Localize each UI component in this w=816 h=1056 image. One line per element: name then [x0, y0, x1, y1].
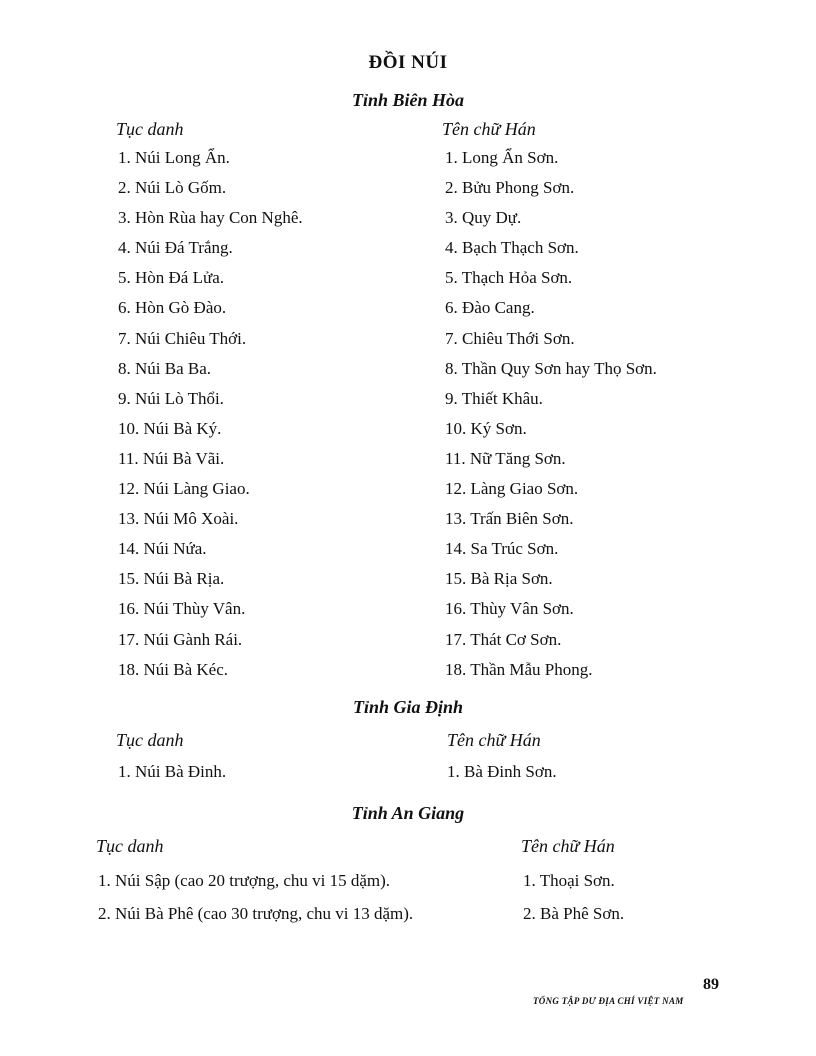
- list-item: 6. Hòn Gò Đào.: [118, 298, 227, 318]
- list-item: 18. Thần Mẫu Phong.: [445, 659, 593, 679]
- list-item: 4. Bạch Thạch Sơn.: [445, 238, 579, 258]
- column-header-ten-chu-han: Tên chữ Hán: [442, 119, 536, 139]
- list-item: 1. Núi Bà Đinh.: [118, 762, 227, 781]
- list-item: 1. Long Ẩn Sơn.: [445, 148, 559, 167]
- page-title: ĐỒI NÚI: [368, 52, 448, 73]
- column-header-tuc-danh: Tục danh: [116, 119, 184, 139]
- list-item: 8. Núi Ba Ba.: [118, 358, 212, 378]
- list-item: 11. Núi Bà Vãi.: [118, 448, 225, 468]
- list-item: 9. Thiết Khâu.: [445, 388, 543, 408]
- list-item: 2. Bà Phê Sơn.: [523, 904, 625, 923]
- list-item: 2. Bửu Phong Sơn.: [445, 178, 575, 198]
- list-item: 5. Hòn Đá Lửa.: [118, 268, 224, 288]
- list-item: 17. Thát Cơ Sơn.: [445, 629, 562, 649]
- list-item: 2. Núi Bà Phê (cao 30 trượng, chu vi 13 dặm).: [98, 904, 414, 923]
- list-item: 15. Núi Bà Rịa.: [118, 569, 225, 589]
- list-tuc-danh-an-giang: [98, 864, 413, 930]
- list-ten-chu-han-an-giang: [523, 864, 624, 930]
- column-header-tuc-danh: Tục danh: [96, 836, 164, 856]
- column-header-ten-chu-han: Tên chữ Hán: [447, 730, 541, 750]
- list-item: 10. Núi Bà Ký.: [118, 418, 222, 438]
- section-title-an-giang: Tỉnh An Giang: [351, 803, 465, 823]
- list-item: 3. Quy Dự.: [445, 208, 522, 228]
- list-item: 17. Núi Gành Rái.: [118, 629, 243, 649]
- column-header-ten-chu-han: Tên chữ Hán: [521, 836, 615, 856]
- list-item: 12. Làng Giao Sơn.: [445, 479, 579, 499]
- page-number: 89: [703, 976, 719, 993]
- list-item: 13. Núi Mô Xoài.: [118, 509, 239, 529]
- list-item: 5. Thạch Hỏa Sơn.: [445, 268, 573, 288]
- list-item: 3. Hòn Rùa hay Con Nghê.: [118, 208, 303, 228]
- list-tuc-danh-bien-hoa: [118, 143, 303, 685]
- list-item: 11. Nữ Tăng Sơn.: [445, 448, 566, 468]
- list-ten-chu-han-gia-dinh: [447, 757, 557, 787]
- list-item: 14. Sa Trúc Sơn.: [445, 539, 559, 559]
- list-item: 8. Thần Quy Sơn hay Thọ Sơn.: [445, 358, 657, 378]
- list-item: 9. Núi Lò Thổi.: [118, 388, 224, 408]
- list-item: 18. Núi Bà Kéc.: [118, 659, 229, 679]
- list-item: 2. Núi Lò Gốm.: [118, 178, 227, 198]
- section-title-gia-dinh: Tỉnh Gia Định: [352, 697, 464, 717]
- section-title-bien-hoa: Tỉnh Biên Hòa: [351, 90, 465, 110]
- list-ten-chu-han-bien-hoa: [445, 143, 657, 685]
- list-item: 16. Thùy Vân Sơn.: [445, 599, 574, 619]
- list-item: 1. Bà Đinh Sơn.: [447, 762, 557, 781]
- list-item: 1. Thoại Sơn.: [523, 871, 615, 890]
- list-item: 15. Bà Rịa Sơn.: [445, 569, 553, 589]
- list-item: 6. Đào Cang.: [445, 298, 535, 318]
- list-tuc-danh-gia-dinh: [118, 757, 226, 787]
- list-item: 4. Núi Đá Trắng.: [118, 238, 233, 258]
- list-item: 1. Núi Long Ẩn.: [118, 148, 230, 167]
- list-item: 7. Núi Chiêu Thới.: [118, 328, 247, 348]
- list-item: 12. Núi Làng Giao.: [118, 479, 250, 499]
- list-item: 7. Chiêu Thới Sơn.: [445, 328, 575, 348]
- list-item: 1. Núi Sập (cao 20 trượng, chu vi 15 dặm).: [98, 871, 391, 890]
- list-item: 16. Núi Thùy Vân.: [118, 599, 246, 619]
- column-header-tuc-danh: Tục danh: [116, 730, 184, 750]
- list-item: 14. Núi Nứa.: [118, 539, 207, 559]
- running-footer: TỔNG TẬP DƯ ĐỊA CHÍ VIỆT NAM: [533, 996, 684, 1006]
- list-item: 10. Ký Sơn.: [445, 418, 527, 438]
- list-item: 13. Trấn Biên Sơn.: [445, 509, 574, 529]
